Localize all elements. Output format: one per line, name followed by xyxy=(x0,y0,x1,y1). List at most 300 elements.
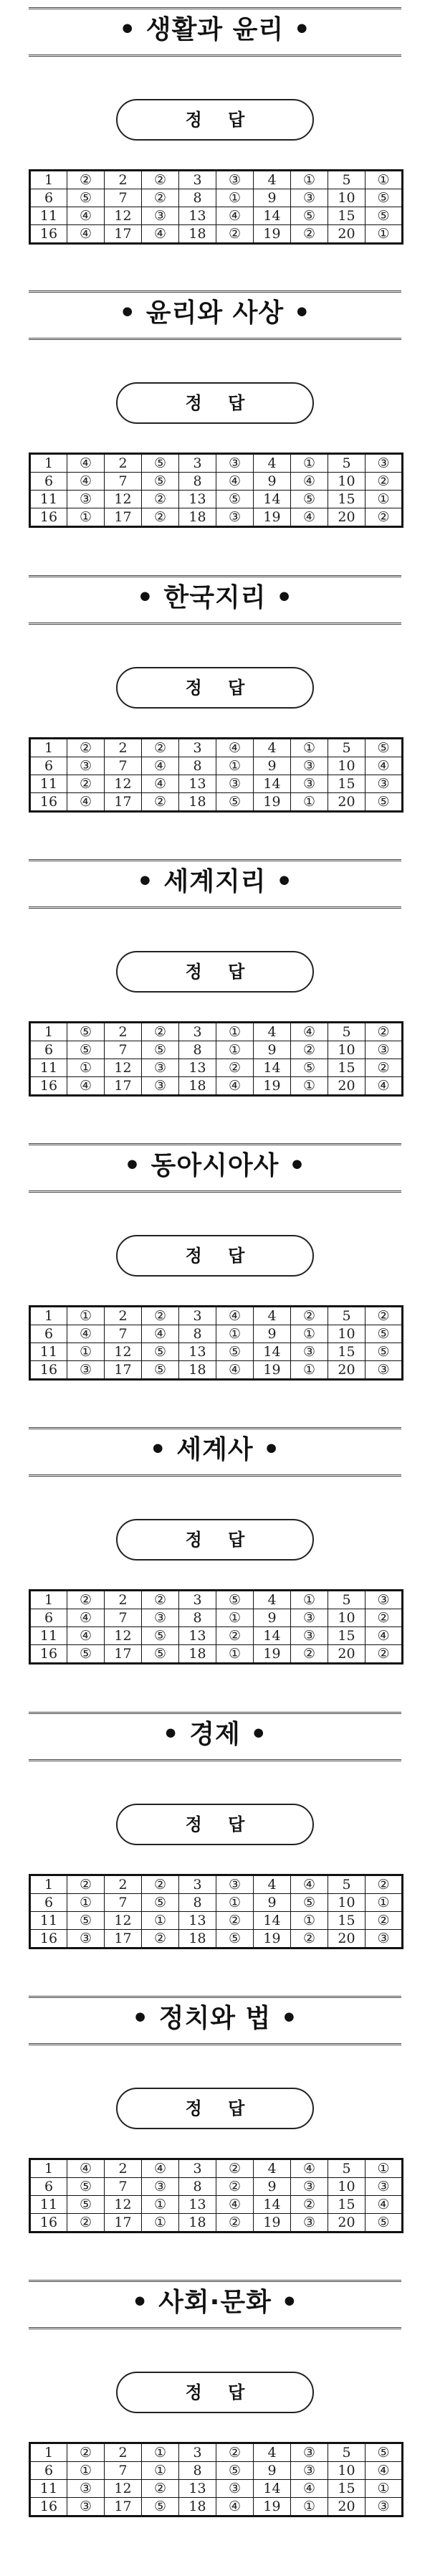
question-number: 11 xyxy=(30,2480,67,2498)
answer-choice: ④ xyxy=(67,225,105,244)
answer-table xyxy=(29,1874,403,1949)
question-number: 20 xyxy=(328,2498,366,2516)
answer-choice: ③ xyxy=(216,1875,254,1894)
answer-table xyxy=(29,1021,403,1097)
answer-choice: ⑤ xyxy=(366,2214,403,2232)
question-number: 5 xyxy=(328,2443,366,2462)
answer-choice: ⑤ xyxy=(142,1343,179,1361)
answer-choice: ④ xyxy=(67,207,105,225)
question-number: 7 xyxy=(105,757,142,775)
answer-choice: ⑤ xyxy=(67,1645,105,1664)
table-row xyxy=(30,225,403,244)
question-number: 16 xyxy=(30,793,67,812)
answer-choice: ③ xyxy=(366,2178,403,2196)
title-rule-top xyxy=(29,290,401,293)
question-number: 17 xyxy=(105,225,142,244)
question-number: 1 xyxy=(30,2443,67,2462)
answer-choice: ⑤ xyxy=(291,1894,328,1912)
answer-choice: ④ xyxy=(67,793,105,812)
question-number: 2 xyxy=(105,1307,142,1325)
answer-choice: ① xyxy=(291,171,328,189)
answer-choice: ⑤ xyxy=(366,1325,403,1343)
title-rule-bottom xyxy=(29,1190,401,1193)
title-rule-bottom xyxy=(29,55,401,57)
question-number: 19 xyxy=(254,1645,291,1664)
subject-section xyxy=(0,1712,430,1956)
answer-choice: ② xyxy=(142,793,179,812)
answer-table xyxy=(29,2442,403,2517)
answer-choice: ① xyxy=(366,2480,403,2498)
answer-choice: ① xyxy=(142,2196,179,2214)
answer-choice: ④ xyxy=(216,1361,254,1380)
question-number: 18 xyxy=(179,1077,216,1096)
table-row xyxy=(30,508,403,527)
answer-choice: ④ xyxy=(216,739,254,757)
table-row xyxy=(30,207,403,225)
question-number: 17 xyxy=(105,508,142,527)
answer-choice: ⑤ xyxy=(366,793,403,812)
answer-label-pill: 정 답 xyxy=(116,99,314,141)
answer-choice: ③ xyxy=(291,1627,328,1645)
question-number: 17 xyxy=(105,1361,142,1380)
question-number: 9 xyxy=(254,1894,291,1912)
subject-title: • 윤리와 사상 • xyxy=(119,298,311,328)
question-number: 17 xyxy=(105,1077,142,1096)
question-number: 8 xyxy=(179,473,216,491)
answer-choice: ③ xyxy=(216,2480,254,2498)
question-number: 5 xyxy=(328,1307,366,1325)
subject-section xyxy=(0,575,430,819)
subject-title: • 사회·문화 • xyxy=(131,2288,299,2317)
title-rule-bottom xyxy=(29,338,401,340)
question-number: 3 xyxy=(179,739,216,757)
question-number: 14 xyxy=(254,1627,291,1645)
question-number: 17 xyxy=(105,1645,142,1664)
answer-choice: ⑤ xyxy=(216,1343,254,1361)
answer-choice: ④ xyxy=(366,1077,403,1096)
answer-choice: ② xyxy=(291,225,328,244)
question-number: 13 xyxy=(179,207,216,225)
question-number: 7 xyxy=(105,1325,142,1343)
answer-table xyxy=(29,1305,403,1381)
question-number: 10 xyxy=(328,2462,366,2480)
question-number: 4 xyxy=(254,1875,291,1894)
question-number: 14 xyxy=(254,1343,291,1361)
title-rule-top xyxy=(29,7,401,9)
answer-choice: ⑤ xyxy=(142,473,179,491)
answer-choice: ① xyxy=(366,491,403,508)
answer-choice: ① xyxy=(366,2159,403,2178)
question-number: 4 xyxy=(254,1023,291,1041)
question-number: 1 xyxy=(30,2159,67,2178)
question-number: 11 xyxy=(30,491,67,508)
table-row xyxy=(30,1059,403,1077)
question-number: 18 xyxy=(179,1930,216,1948)
question-number: 3 xyxy=(179,1307,216,1325)
subject-title: • 동아시아사 • xyxy=(124,1151,306,1180)
answer-choice: ④ xyxy=(142,775,179,793)
question-number: 18 xyxy=(179,508,216,527)
answer-choice: ⑤ xyxy=(142,2498,179,2516)
question-number: 4 xyxy=(254,1591,291,1609)
title-rule-bottom xyxy=(29,2043,401,2045)
answer-choice: ⑤ xyxy=(216,1591,254,1609)
question-number: 4 xyxy=(254,454,291,473)
question-number: 14 xyxy=(254,491,291,508)
answer-choice: ③ xyxy=(366,2498,403,2516)
answer-choice: ① xyxy=(216,757,254,775)
answer-choice: ② xyxy=(291,1930,328,1948)
answer-choice: ③ xyxy=(291,2178,328,2196)
question-number: 9 xyxy=(254,1609,291,1627)
question-number: 3 xyxy=(179,2443,216,2462)
answer-choice: ④ xyxy=(142,757,179,775)
title-rule-bottom xyxy=(29,622,401,625)
answer-choice: ③ xyxy=(142,1077,179,1096)
answer-choice: ⑤ xyxy=(291,491,328,508)
question-number: 12 xyxy=(105,2196,142,2214)
answer-choice: ⑤ xyxy=(142,1041,179,1059)
question-number: 2 xyxy=(105,2443,142,2462)
question-number: 1 xyxy=(30,454,67,473)
table-row xyxy=(30,2196,403,2214)
answer-choice: ④ xyxy=(366,2462,403,2480)
answer-choice: ② xyxy=(142,491,179,508)
answer-choice: ④ xyxy=(142,225,179,244)
answer-choice: ④ xyxy=(216,1077,254,1096)
answer-choice: ③ xyxy=(366,1041,403,1059)
question-number: 6 xyxy=(30,2462,67,2480)
answer-table xyxy=(29,453,403,528)
question-number: 3 xyxy=(179,1023,216,1041)
question-number: 7 xyxy=(105,189,142,207)
answer-choice: ② xyxy=(216,1059,254,1077)
answer-choice: ② xyxy=(216,2214,254,2232)
answer-choice: ⑤ xyxy=(366,1343,403,1361)
table-row xyxy=(30,1077,403,1096)
question-number: 1 xyxy=(30,1591,67,1609)
table-row xyxy=(30,454,403,473)
question-number: 19 xyxy=(254,1077,291,1096)
question-number: 9 xyxy=(254,2178,291,2196)
question-number: 8 xyxy=(179,1325,216,1343)
answer-choice: ⑤ xyxy=(67,189,105,207)
answer-choice: ① xyxy=(216,1325,254,1343)
table-row xyxy=(30,171,403,189)
table-row xyxy=(30,1325,403,1343)
question-number: 10 xyxy=(328,2178,366,2196)
question-number: 15 xyxy=(328,1059,366,1077)
answer-choice: ④ xyxy=(366,2196,403,2214)
answer-label-pill: 정 답 xyxy=(116,1235,314,1277)
answer-choice: ② xyxy=(216,2159,254,2178)
table-row xyxy=(30,1627,403,1645)
answer-choice: ④ xyxy=(142,2159,179,2178)
question-number: 11 xyxy=(30,775,67,793)
question-number: 20 xyxy=(328,1077,366,1096)
answer-label-pill: 정 답 xyxy=(116,951,314,993)
question-number: 8 xyxy=(179,189,216,207)
answer-choice: ⑤ xyxy=(366,207,403,225)
subject-title: • 경제 • xyxy=(162,1720,268,1749)
question-number: 4 xyxy=(254,2443,291,2462)
question-number: 17 xyxy=(105,2498,142,2516)
answer-choice: ③ xyxy=(142,207,179,225)
question-number: 12 xyxy=(105,1627,142,1645)
answer-choice: ⑤ xyxy=(216,1930,254,1948)
table-row xyxy=(30,1041,403,1059)
question-number: 3 xyxy=(179,454,216,473)
question-number: 11 xyxy=(30,2196,67,2214)
answer-choice: ③ xyxy=(366,1930,403,1948)
question-number: 20 xyxy=(328,1930,366,1948)
table-row xyxy=(30,189,403,207)
question-number: 18 xyxy=(179,793,216,812)
answer-choice: ④ xyxy=(67,1077,105,1096)
answer-choice: ② xyxy=(67,739,105,757)
table-row xyxy=(30,2443,403,2462)
question-number: 14 xyxy=(254,2480,291,2498)
question-number: 9 xyxy=(254,1325,291,1343)
title-rule-top xyxy=(29,2280,401,2282)
question-number: 1 xyxy=(30,739,67,757)
answer-label-pill: 정 답 xyxy=(116,2372,314,2413)
answer-choice: ④ xyxy=(67,1609,105,1627)
answer-choice: ⑤ xyxy=(142,1894,179,1912)
answer-choice: ③ xyxy=(67,2498,105,2516)
answer-choice: ⑤ xyxy=(142,1645,179,1664)
table-row xyxy=(30,2214,403,2232)
question-number: 12 xyxy=(105,1059,142,1077)
answer-label-pill: 정 답 xyxy=(116,1804,314,1845)
answer-choice: ③ xyxy=(67,1361,105,1380)
table-row xyxy=(30,491,403,508)
question-number: 10 xyxy=(328,1325,366,1343)
question-number: 16 xyxy=(30,225,67,244)
question-number: 17 xyxy=(105,1930,142,1948)
question-number: 1 xyxy=(30,1307,67,1325)
question-number: 13 xyxy=(179,1343,216,1361)
question-number: 8 xyxy=(179,1041,216,1059)
title-rule-bottom xyxy=(29,906,401,909)
title-rule-top xyxy=(29,1143,401,1145)
subject-section xyxy=(0,2280,430,2524)
question-number: 15 xyxy=(328,2480,366,2498)
question-number: 8 xyxy=(179,1894,216,1912)
question-number: 7 xyxy=(105,2178,142,2196)
title-rule-bottom xyxy=(29,2327,401,2329)
answer-choice: ① xyxy=(216,189,254,207)
answer-choice: ① xyxy=(291,1325,328,1343)
question-number: 10 xyxy=(328,757,366,775)
answer-choice: ② xyxy=(142,2480,179,2498)
answer-table xyxy=(29,1589,403,1665)
question-number: 11 xyxy=(30,207,67,225)
question-number: 16 xyxy=(30,1930,67,1948)
question-number: 2 xyxy=(105,171,142,189)
question-number: 8 xyxy=(179,757,216,775)
table-row xyxy=(30,1930,403,1948)
answer-choice: ⑤ xyxy=(67,1041,105,1059)
question-number: 9 xyxy=(254,473,291,491)
answer-choice: ④ xyxy=(291,1875,328,1894)
question-number: 12 xyxy=(105,775,142,793)
answer-choice: ② xyxy=(366,1912,403,1930)
answer-choice: ② xyxy=(142,1875,179,1894)
question-number: 3 xyxy=(179,1875,216,1894)
question-number: 12 xyxy=(105,491,142,508)
answer-choice: ② xyxy=(366,1875,403,1894)
question-number: 11 xyxy=(30,1912,67,1930)
answer-choice: ② xyxy=(142,1307,179,1325)
answer-choice: ④ xyxy=(291,473,328,491)
answer-choice: ① xyxy=(216,1041,254,1059)
answer-choice: ③ xyxy=(291,2443,328,2462)
answer-choice: ② xyxy=(142,171,179,189)
answer-choice: ① xyxy=(67,1343,105,1361)
answer-choice: ③ xyxy=(291,2462,328,2480)
answer-choice: ② xyxy=(216,225,254,244)
table-row xyxy=(30,1912,403,1930)
answer-choice: ④ xyxy=(291,508,328,527)
answer-choice: ④ xyxy=(291,1023,328,1041)
answer-choice: ② xyxy=(366,1059,403,1077)
question-number: 14 xyxy=(254,775,291,793)
question-number: 4 xyxy=(254,739,291,757)
answer-choice: ② xyxy=(216,1627,254,1645)
question-number: 7 xyxy=(105,1609,142,1627)
question-number: 8 xyxy=(179,2462,216,2480)
question-number: 4 xyxy=(254,2159,291,2178)
answer-choice: ③ xyxy=(291,757,328,775)
answer-choice: ② xyxy=(291,2196,328,2214)
answer-choice: ③ xyxy=(216,775,254,793)
answer-choice: ① xyxy=(291,739,328,757)
question-number: 6 xyxy=(30,1325,67,1343)
question-number: 15 xyxy=(328,1343,366,1361)
question-number: 2 xyxy=(105,1023,142,1041)
subject-title: • 한국지리 • xyxy=(136,583,294,612)
question-number: 12 xyxy=(105,1912,142,1930)
answer-choice: ③ xyxy=(142,2178,179,2196)
question-number: 6 xyxy=(30,1894,67,1912)
question-number: 13 xyxy=(179,491,216,508)
answer-choice: ② xyxy=(291,1307,328,1325)
answer-choice: ② xyxy=(67,2214,105,2232)
question-number: 5 xyxy=(328,1875,366,1894)
answer-choice: ② xyxy=(291,1041,328,1059)
answer-choice: ⑤ xyxy=(216,793,254,812)
question-number: 19 xyxy=(254,1361,291,1380)
subject-title: • 생활과 윤리 • xyxy=(119,15,311,44)
question-number: 2 xyxy=(105,2159,142,2178)
question-number: 5 xyxy=(328,1591,366,1609)
question-number: 15 xyxy=(328,2196,366,2214)
question-number: 9 xyxy=(254,757,291,775)
question-number: 14 xyxy=(254,2196,291,2214)
question-number: 16 xyxy=(30,1077,67,1096)
question-number: 13 xyxy=(179,1912,216,1930)
answer-choice: ③ xyxy=(366,454,403,473)
question-number: 16 xyxy=(30,508,67,527)
answer-choice: ③ xyxy=(291,2214,328,2232)
question-number: 20 xyxy=(328,1361,366,1380)
answer-choice: ③ xyxy=(67,757,105,775)
table-row xyxy=(30,757,403,775)
title-rule-top xyxy=(29,575,401,577)
question-number: 4 xyxy=(254,171,291,189)
title-rule-top xyxy=(29,859,401,861)
answer-choice: ⑤ xyxy=(67,1912,105,1930)
table-row xyxy=(30,2480,403,2498)
table-row xyxy=(30,2462,403,2480)
answer-choice: ⑤ xyxy=(67,1023,105,1041)
table-row xyxy=(30,1894,403,1912)
answer-choice: ① xyxy=(291,1591,328,1609)
table-row xyxy=(30,1645,403,1664)
subject-section xyxy=(0,1996,430,2240)
answer-choice: ③ xyxy=(142,1609,179,1627)
answer-choice: ② xyxy=(142,1591,179,1609)
answer-choice: ① xyxy=(291,1912,328,1930)
question-number: 2 xyxy=(105,1591,142,1609)
answer-choice: ③ xyxy=(366,1591,403,1609)
answer-label-pill: 정 답 xyxy=(116,667,314,709)
answer-choice: ④ xyxy=(67,1325,105,1343)
question-number: 1 xyxy=(30,171,67,189)
subject-section xyxy=(0,1427,430,1671)
answer-choice: ④ xyxy=(67,2159,105,2178)
question-number: 8 xyxy=(179,1609,216,1627)
answer-choice: ④ xyxy=(216,1307,254,1325)
subject-section xyxy=(0,290,430,534)
answer-choice: ② xyxy=(216,2443,254,2462)
question-number: 3 xyxy=(179,1591,216,1609)
question-number: 8 xyxy=(179,2178,216,2196)
question-number: 6 xyxy=(30,1609,67,1627)
question-number: 13 xyxy=(179,775,216,793)
title-rule-top xyxy=(29,1427,401,1429)
answer-choice: ⑤ xyxy=(67,2178,105,2196)
answer-choice: ① xyxy=(67,1059,105,1077)
question-number: 10 xyxy=(328,1609,366,1627)
answer-choice: ⑤ xyxy=(142,1627,179,1645)
answer-choice: ① xyxy=(67,1307,105,1325)
question-number: 5 xyxy=(328,1023,366,1041)
table-row xyxy=(30,473,403,491)
question-number: 18 xyxy=(179,2498,216,2516)
question-number: 15 xyxy=(328,775,366,793)
question-number: 4 xyxy=(254,1307,291,1325)
question-number: 20 xyxy=(328,1645,366,1664)
answer-choice: ② xyxy=(142,508,179,527)
answer-choice: ⑤ xyxy=(291,1059,328,1077)
question-number: 16 xyxy=(30,1361,67,1380)
question-number: 6 xyxy=(30,2178,67,2196)
question-number: 1 xyxy=(30,1023,67,1041)
answer-table xyxy=(29,169,403,245)
question-number: 11 xyxy=(30,1627,67,1645)
question-number: 19 xyxy=(254,2214,291,2232)
table-row xyxy=(30,2498,403,2516)
answer-choice: ④ xyxy=(216,2498,254,2516)
answer-choice: ⑤ xyxy=(291,207,328,225)
question-number: 3 xyxy=(179,171,216,189)
answer-choice: ② xyxy=(291,1645,328,1664)
question-number: 18 xyxy=(179,1645,216,1664)
answer-choice: ③ xyxy=(366,1361,403,1380)
question-number: 18 xyxy=(179,225,216,244)
